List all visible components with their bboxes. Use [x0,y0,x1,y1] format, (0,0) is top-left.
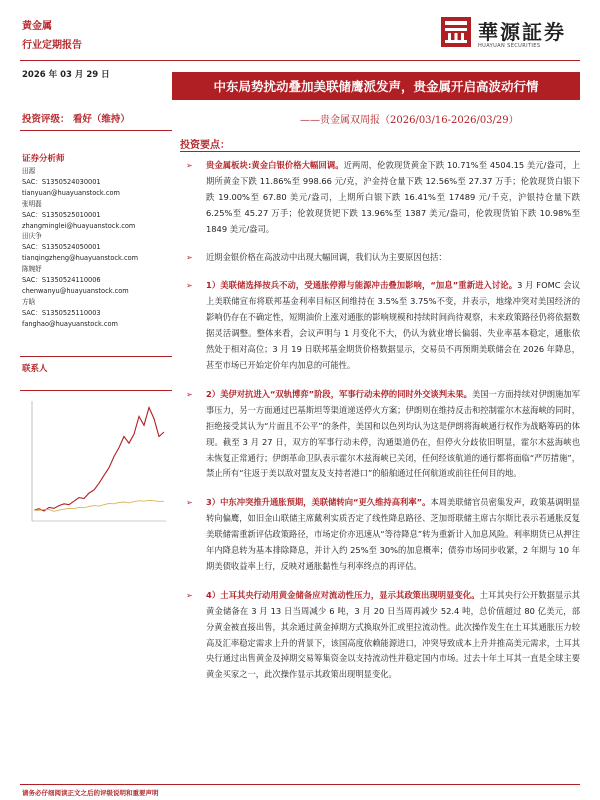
key-points-divider [180,151,580,152]
analyst-email[interactable]: chenwanyu@huayuanstock.com [22,286,129,295]
analyst-email[interactable]: tianyuan@huayuanstock.com [22,188,120,197]
chart-series-line-0 [34,408,164,512]
sidebar-divider [20,390,172,391]
analyst-name: 张明磊 [22,199,42,208]
rating-label: 投资评级： [22,114,70,125]
report-type: 行业定期报告 [22,40,82,51]
paragraph-lead: 2）美伊对抗进入“双轨博弈”阶段，军事行动未停的同时外交谈判未果。 [206,388,472,399]
report-title: 中东局势扰动叠加美联储鹰派发声，贵金属开启高波动行情 [172,72,580,100]
key-point-paragraph [180,158,580,238]
paragraph-lead: 3）中东冲突推升通胀预期，美联储转向“更久维持高利率”。 [206,497,431,508]
arrow-bullet-icon: ➢ [186,281,193,291]
paragraph-text: 本周美联储官员密集发声，政策基调明显转向偏鹰，如旧金山联储主席戴利实质否定了线性降息路径、芝加哥联储主席古尔斯比表示若通胀反复美联储需重新评估政策路径，市场定价亦迅速从“等待降息”转为重新计入加息风险。利率期货已从押注年内降息转为基本排除降息，并计入约 25%至 30%的加息概率；债券市场同步收紧，2 年期与 10 年期美债收益率上行，反映对通胀黏性与利率终点的再评估。 [206,497,580,571]
arrow-bullet-icon: ➢ [186,389,193,399]
paragraph-lead: 1）美联储选择按兵不动，受通胀停滞与能源冲击叠加影响，“加息”重新进入讨论。 [206,280,518,291]
key-point-paragraph [180,588,580,683]
paragraph-text: 近两周，伦敦现货黄金下跌 10.71%至 4504.15 美元/盎司，上期所黄金下跌 11.86%至 998.66 元/克，沪金持仓量下跌 12.56%至 27.37 万手；伦敦现货白银下跌 19.00%至 67.80 美元/盎司，上期所白银下跌 16.41%至 17489 元/千克，沪银持仓量下跌 6.25%至 45.27 万手；伦敦现货钯下跌 13.96%至 1387 美元/盎司，伦敦现货铂下跌 10.98%至 1849 美元/盎司。 [206,160,581,234]
arrow-bullet-icon: ➢ [186,161,193,170]
paragraph-text: 土耳其央行公开数据显示其黄金储备在 3 月 13 日当周减少 6 吨，3 月 20 日当周再减少 52.4 吨，总价值超过 80 亿美元，部分黄金被直接出售，其余通过黄金掉期方式换取外汇或里拉流动性。此次操作发生在土耳其通胀压力较高及汇率稳定需求上升的背景下，该国高度依赖能源进口，冲突导致成本上升并推高美元需求，土耳其央行通过出售黄金及掉期交易筹集资金以支持流动性并稳定国内市场。过去十年土耳其一直是全球主要黄金买家之一，此次操作显示其政策出现明显变化。 [206,589,580,680]
key-points-heading: 投资要点： [180,140,230,151]
rating-value: 看好（维持） [72,114,130,125]
paragraph-lead: 4）土耳其央行动用黄金储备应对流动性压力，显示其政策出现明显变化。 [206,589,480,600]
brand-name: 華源証券 [478,20,566,44]
arrow-bullet-icon: ➢ [186,252,193,262]
header-divider-left [20,60,172,61]
report-category: 黄金属 [22,21,52,32]
analyst-sac: SAC：S1350524030001 [22,177,101,186]
key-points-content [180,158,580,696]
analyst-sac: SAC：S1350525110003 [22,308,101,317]
analyst-name: 田源 [22,167,36,175]
analyst-list [22,166,172,330]
paragraph-text: 近期金银价格在高波动中出现大幅回调，我们认为主要原因包括： [206,251,447,262]
brand-seal-icon [440,16,472,48]
key-point-paragraph [180,495,580,575]
analyst-name: 田庆争 [22,232,42,241]
footer-divider [20,784,580,785]
analyst-email[interactable]: zhangminglei@huayuanstock.com [22,221,136,230]
analyst-sac: SAC：S1350525010001 [22,210,101,219]
analyst-name: 陈婉妤 [22,265,42,274]
paragraph-text: 美国一方面持续对伊朗施加军事压力，另一方面通过巴基斯坦等渠道递送停火方案；伊朗则在维持反击和控制霍尔木兹海峡的同时，拒绝接受其认为“片面且不公平”的条件，美国和以色列均认为这是伊朗将海峡通行权作为战略筹码的体现。截至 3 月 27 日，双方的军事行动未停，沟通渠道仍在，但停火分歧依旧明显，霍尔木兹海峡也未恢复正常通行；伊朗革命卫队表示霍尔木兹海峡已关闭，任何经该航道的通行都将面临“严厉措施”，禁止所有“往返于美以敌对盟友及支持者港口”的船舶通过任何航道或前往任何目的地。 [206,388,580,479]
key-point-paragraph [180,250,580,266]
paragraph-lead: 贵金属板块:黄金白银价格大幅回调。 [206,160,344,170]
analyst-name: 方晗 [22,297,36,306]
arrow-bullet-icon: ➢ [186,498,193,508]
analyst-email[interactable]: tianqingzheng@huayuanstock.com [22,254,139,263]
report-date: 2026 年 03 月 29 日 [22,70,110,80]
report-subtitle: ——贵金属双周报（2026/03/16-2026/03/29） [300,115,519,126]
brand-logo [440,14,580,54]
investment-rating [22,111,130,125]
contact-heading: 联系人 [22,364,48,374]
chart-series-line-1 [34,500,164,511]
analyst-email[interactable]: fanghao@huayuanstock.com [22,319,118,328]
key-point-paragraph [180,387,580,482]
key-point-paragraph [180,278,580,373]
footer-disclaimer: 请务必仔细阅读正文之后的评级说明和重要声明 [22,789,159,797]
performance-chart [20,395,172,533]
paragraph-text: 3 月 FOMC 会议上美联储宣布将联邦基金利率目标区间维持在 3.5%至 3.75%不变，并表示，地缘冲突对美国经济的影响仍存在不确定性，短期油价上涨对通胀的影响规模和持续时间尚待观察，未来政策路径仍将依据数据灵活调整。整体来看，会议声明与 1 月变化不大，仍认为就业增长偏弱、失业率基本稳定，通胀依然处于相对高位；3 月 19 日联邦基金期货价格数据显示，交易员不再预期美联储会在 2026 年降息，甚至市场已开始定价年内加息的可能性。 [206,280,580,370]
header-divider-right [172,60,580,61]
analyst-heading: 证券分析师 [22,154,65,164]
analyst-sac: SAC：S1350524050001 [22,243,101,252]
sidebar-divider [20,130,172,131]
sidebar-divider [20,356,172,357]
arrow-bullet-icon: ➢ [186,590,193,600]
analyst-sac: SAC：S1350524110006 [22,276,101,285]
brand-name-en: HUAYUAN SECURITIES [478,43,541,49]
